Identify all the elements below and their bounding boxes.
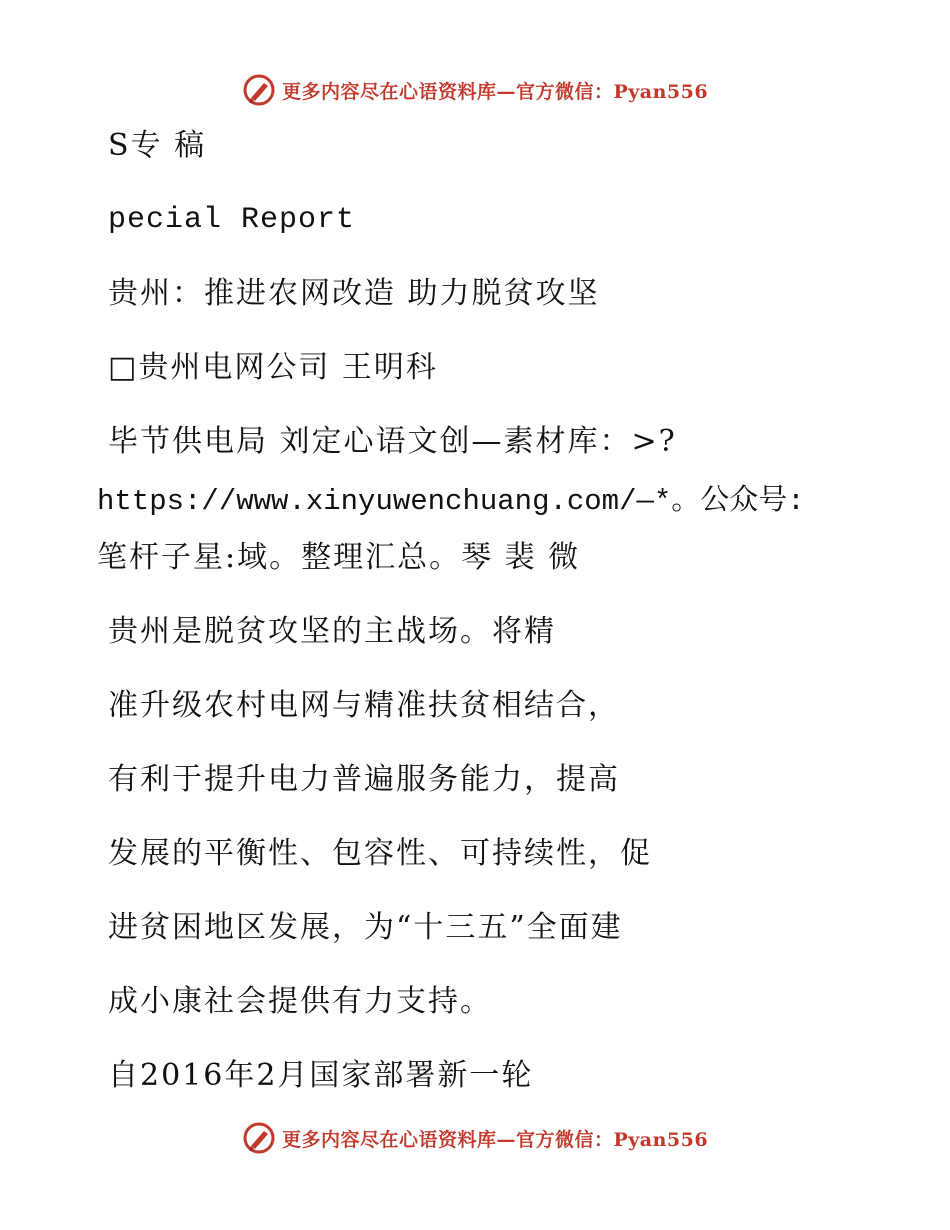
doc-line-source-note: 笔杆子星:域。整理汇总。琴 裴 微	[97, 540, 581, 575]
doc-line-body-6: 成小康社会提供有力支持。	[108, 984, 492, 1019]
doc-line-body-4: 发展的平衡性、包容性、可持续性，促	[108, 836, 652, 871]
doc-line-url: https://www.xinyuwenchuang.com/—*。公众号:	[97, 485, 805, 518]
doc-line-body-7: 自2016年2月国家部署新一轮	[108, 1058, 534, 1093]
watermark-banner-bottom	[0, 1118, 950, 1158]
doc-line-body-1: 贵州是脱贫攻坚的主战场。将精	[108, 614, 556, 649]
watermark-text: 更多内容尽在心语资料库—官方微信：Pyan556	[281, 1128, 709, 1151]
doc-line-body-2: 准升级农村电网与精准扶贫相结合，	[108, 688, 620, 723]
doc-line-body-5: 进贫困地区发展，为“十三五”全面建	[108, 910, 623, 945]
doc-line-body-3: 有利于提升电力普遍服务能力，提高	[108, 762, 620, 797]
watermark-text: 更多内容尽在心语资料库—官方微信：Pyan556	[281, 80, 709, 103]
doc-line-section-label-en: pecial Report	[108, 203, 356, 237]
doc-line-author-1: □贵州电网公司 王明科	[108, 350, 438, 385]
doc-line-section-label: S专 稿	[108, 128, 207, 163]
pen-in-circle-icon	[242, 1121, 276, 1155]
doc-line-author-2: 毕节供电局 刘定心语文创—素材库：>?	[108, 424, 677, 459]
pen-in-circle-icon	[242, 73, 276, 107]
doc-line-article-title: 贵州：推进农网改造 助力脱贫攻坚	[108, 276, 600, 311]
watermark-banner-top	[0, 70, 950, 110]
